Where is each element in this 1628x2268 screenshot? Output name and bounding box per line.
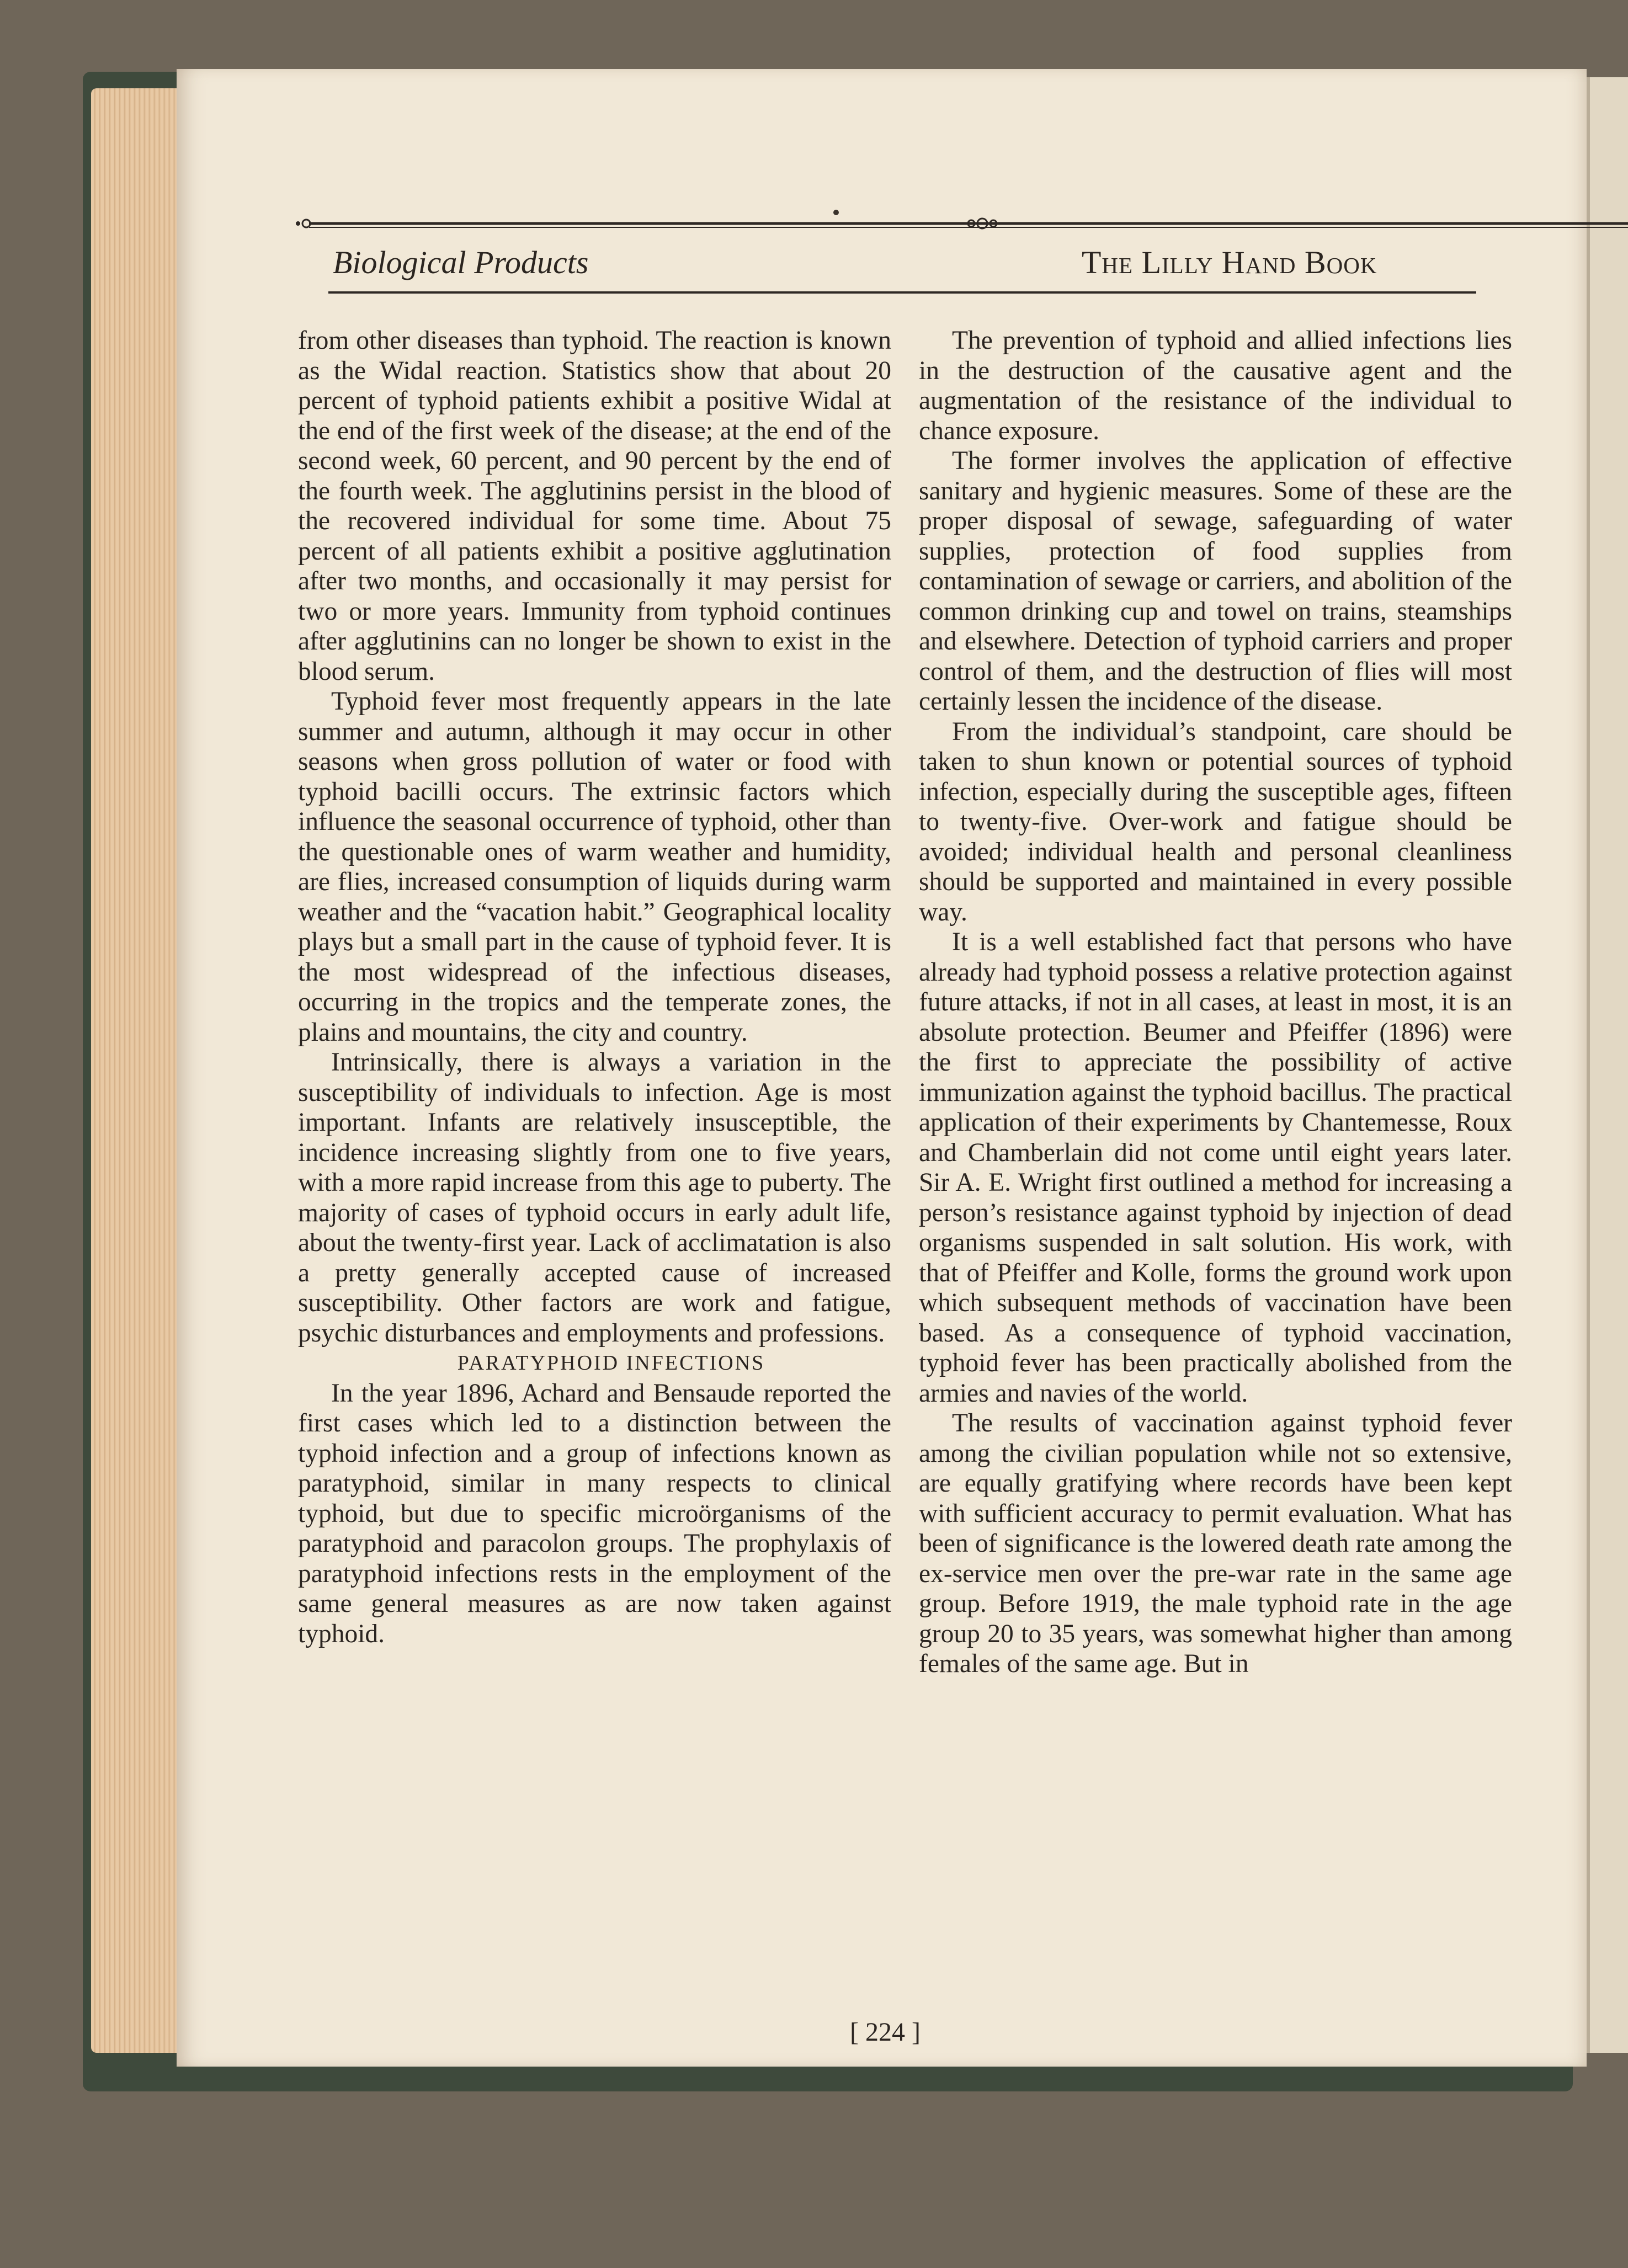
ink-speck [833, 210, 839, 215]
running-head-left: Biological Products [333, 244, 589, 280]
paragraph: The prevention of typhoid and allied infections lies in the destruction of the causative agent and the augmentation of the resistance of the individual to chance exposure. [919, 326, 1512, 445]
facing-page-edge [1587, 77, 1628, 2053]
paragraph: In the year 1896, Achard and Bensaude reported the first cases which led to a distinction between the typhoid infection and a group of infections known as paratyphoid, similar in many respects to clinical typhoid, but due to specific microörganisms of the paratyphoid and paracolon groups. The prophylaxis of paratyphoid infections rests in the employment of the same general measures as are now taken against typhoid. [298, 1378, 891, 1648]
left-column [298, 326, 891, 1649]
paragraph: The former involves the application of effective sanitary and hygienic measures. Some of these are the proper disposal of sewage, safeguarding of water supplies, protection of food supplies from contamination of sewage or carriers, and abolition of the common drinking cup and towel on trains, steamships and elsewhere. Detection of typhoid carriers and proper control of them, and the destruction of flies will most certainly lessen the incidence of the disease. [919, 446, 1512, 716]
paragraph: from other diseases than typhoid. The reaction is known as the Widal reaction. Statistics show that about 20 percent of typhoid patients exhibit a positive Widal at the end of the first week of the disease; at the end of the second week, 60 percent, and 90 percent by the end of the fourth week. The agglutinins persist in the blood of the recovered individual for some time. About 75 percent of all patients exhibit a positive agglutination after two months, and occasionally it may persist for two or more years. Immunity from typhoid continues after agglutinins can no longer be shown to exist in the blood serum. [298, 326, 891, 686]
paragraph: From the individual’s standpoint, care should be taken to shun known or potential sources of typhoid infection, especially during the susceptible ages, fifteen to twenty-five. Over-work and fatigue should be avoided; individual health and personal cleanliness should be supported and maintained in every possible way. [919, 717, 1512, 927]
running-head-right: The Lilly Hand Book [1082, 244, 1377, 280]
right-column [919, 326, 1512, 1679]
paragraph: It is a well established fact that persons who have already had typhoid possess a relative protection against future attacks, if not in all cases, at least in most, it is an absolute protection. Beumer and Pfeiffer (1896) were the first to appreciate the possibility of active immunization against the typhoid bacillus. The practical application of their experiments by Chantemesse, Roux and Chamberlain did not come until eight years later. Sir A. E. Wright first outlined a method for increasing a person’s resistance against typhoid by injection of dead organisms suspended in salt solution. His work, with that of Pfeiffer and Kolle, forms the ground work upon which subsequent methods of vaccination have been based. As a consequence of typhoid vaccination, typhoid fever has been practically abolished from the armies and navies of the world. [919, 928, 1512, 1408]
paragraph: Intrinsically, there is always a variation in the susceptibility of individuals to infection. Age is most important. Infants are relatively insusceptible, the incidence increasing slightly from one to five years, with a more rapid increase from this age to puberty. The majority of cases of typhoid occurs in early adult life, about the twenty-first year. Lack of acclimatation is also a pretty generally accepted cause of increased susceptibility. Other factors are work and fatigue, psychic disturbances and employments and professions. [298, 1048, 891, 1348]
header-rule [328, 291, 1476, 294]
section-heading: PARATYPHOID INFECTIONS [457, 1351, 765, 1375]
paragraph: Typhoid fever most frequently appears in the late summer and autumn, although it may occur in other seasons when gross pollution of water or food with typhoid bacilli occurs. The extrinsic factors which influence the seasonal occurrence of typhoid, other than the questionable ones of warm weather and humidity, are flies, increased consumption of liquids during warm weather and the “vacation habit.” Geographical locality plays but a small part in the cause of typhoid fever. It is the most widespread of the infectious diseases, occurring in the tropics and the temperate zones, the plains and mountains, the city and country. [298, 687, 891, 1047]
paragraph: The results of vaccination against typhoid fever among the civilian population while not so extensive, are equally gratifying where records have been kept with sufficient accuracy to permit evaluation. What has been of significance is the lowered death rate among the ex-service men over the pre-war rate in the same age group. Before 1919, the male typhoid rate in the age group 20 to 35 years, was somewhat higher than among females of the same age. But in [919, 1409, 1512, 1678]
page-number: [ 224 ] [850, 2017, 921, 2047]
header-ornament-rule [287, 215, 1628, 232]
